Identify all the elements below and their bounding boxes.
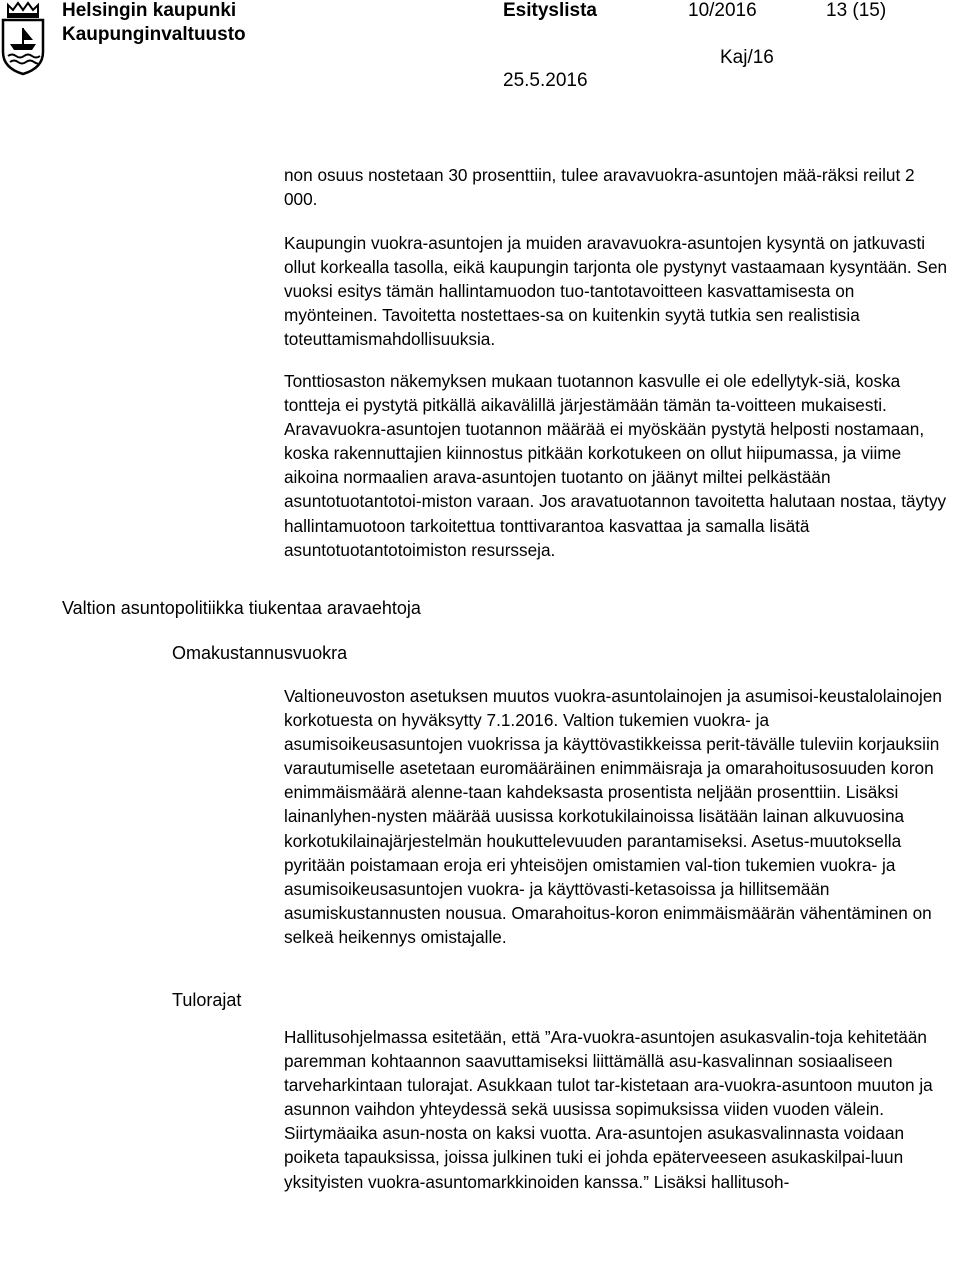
header-city: Helsingin kaupunki (62, 0, 237, 21)
header-date: 25.5.2016 (503, 70, 588, 91)
subsection-heading-omakustannusvuokra: Omakustannusvuokra (172, 643, 348, 663)
header-page-indicator: 13 (15) (826, 0, 887, 21)
body-paragraph-5: Hallitusohjelmassa esitetään, että ”Ara-vuokra-asuntojen asukasvalin-toja kehitetään paremman kohtaannon saavuttamiseksi liittämällä asu-kasvalinnan sosiaaliseen tarveharkintaan tulorajat. Asukkaan tulot tar-kistetaan ara-vuokra-asuntoon muuton ja asunnon vaihdon yhteydessä sekä uusissa sopimuksissa viiden vuoden välein. Siirtymäaika asun-nosta on kaksi vuotta. Ara-asuntojen asukasvalinnasta voidaan poiketa tapauksissa, joissa julkinen tuki ei johda epäterveeseen asukaskilpai-luun yksityisten vuokra-asuntomarkkinoiden kanssa.” Lisäksi hallitusoh- (284, 1027, 933, 1192)
body-paragraph-4: Valtioneuvoston asetuksen muutos vuokra-asuntolainojen ja asumisoi-keustalolainojen korkotuesta on hyväksytty 7.1.2016. Valtion tukemien vuokra- ja asumisoikeusasuntojen vuokrissa ja käyttövastikkeissa perit-tävälle tuleviin korjauksiin varautumiselle asetetaan euromääräinen enimmäisraja ja omarahoitusosuuden koron enimmäismäärä alenne-taan kahdeksasta prosentista neljään prosenttiin. Lisäksi lainanlyhen-nysten määrää uusissa korkotukilainoissa lisätään lainan alkuvuosina korkotukilainajärjestelmän houkuttelevuuden parantamiseksi. Asetus-muutoksella pyritään poistamaan eroja eri yhteisöjen omistamien val-tion tukemien vuokra- ja asumisoikeusasuntojen vuokra- ja käyttövasti-ketasoissa ja hillitsemään asumiskustannusten nousua. Omarahoitus-koron enimmäismäärän vähentäminen on selkeä heikennys omistajalle. (284, 686, 942, 947)
body-paragraph-3: Tonttiosaston näkemyksen mukaan tuotannon kasvulle ei ole edellytyk-siä, koska tontteja ei pystytä pitkällä aikavälillä järjestämään tämän ta-voitteen mukaisesti. Aravavuokra-asuntojen tuotannon määrää ei myöskään pystytä helposti nostamaan, koska rakennuttajien kiinnostus pitkään korkotukeen on ollut hiipumassa, ja viime aikoina normaalien arava-asuntojen tuotanto on jäänyt miltei pelkästään asuntotuotantotoi-miston varaan. Jos aravatuotannon tavoitetta halutaan nostaa, täytyy hallintamuotoon tarkoitettua tonttivarantoa kasvattaa ja samalla lisätä asuntotuotantotoimiston resursseja. (284, 371, 947, 560)
header-item-ref: Kaj/16 (720, 47, 774, 68)
section-heading: Valtion asuntopolitiikka tiukentaa aravaehtoja (62, 598, 421, 618)
body-paragraph-2: Kaupungin vuokra-asuntojen ja muiden aravavuokra-asuntojen kysyntä on jatkuvasti ollut korkealla tasolla, eikä kaupungin tarjonta ole pystynyt vastaamaan kysyntään. Sen vuoksi esitys tämän hallintamuodon tuo-tantotavoitteen kasvattamisesta on myönteinen. Tavoitetta nostettaes-sa on kuitenkin syytä tutkia sen realistisia toteuttamismahdollisuuksia. (284, 233, 948, 350)
header-organization: Kaupunginvaltuusto (62, 24, 246, 45)
header-list-type: Esityslista (503, 0, 597, 21)
header-meeting-number: 10/2016 (688, 0, 757, 21)
body-paragraph-1: non osuus nostetaan 30 prosenttiin, tulee aravavuokra-asuntojen mää-räksi reilut 2 000. (284, 165, 915, 210)
helsinki-coat-of-arms-icon (0, 0, 46, 76)
subsection-heading-tulorajat: Tulorajat (172, 990, 242, 1010)
